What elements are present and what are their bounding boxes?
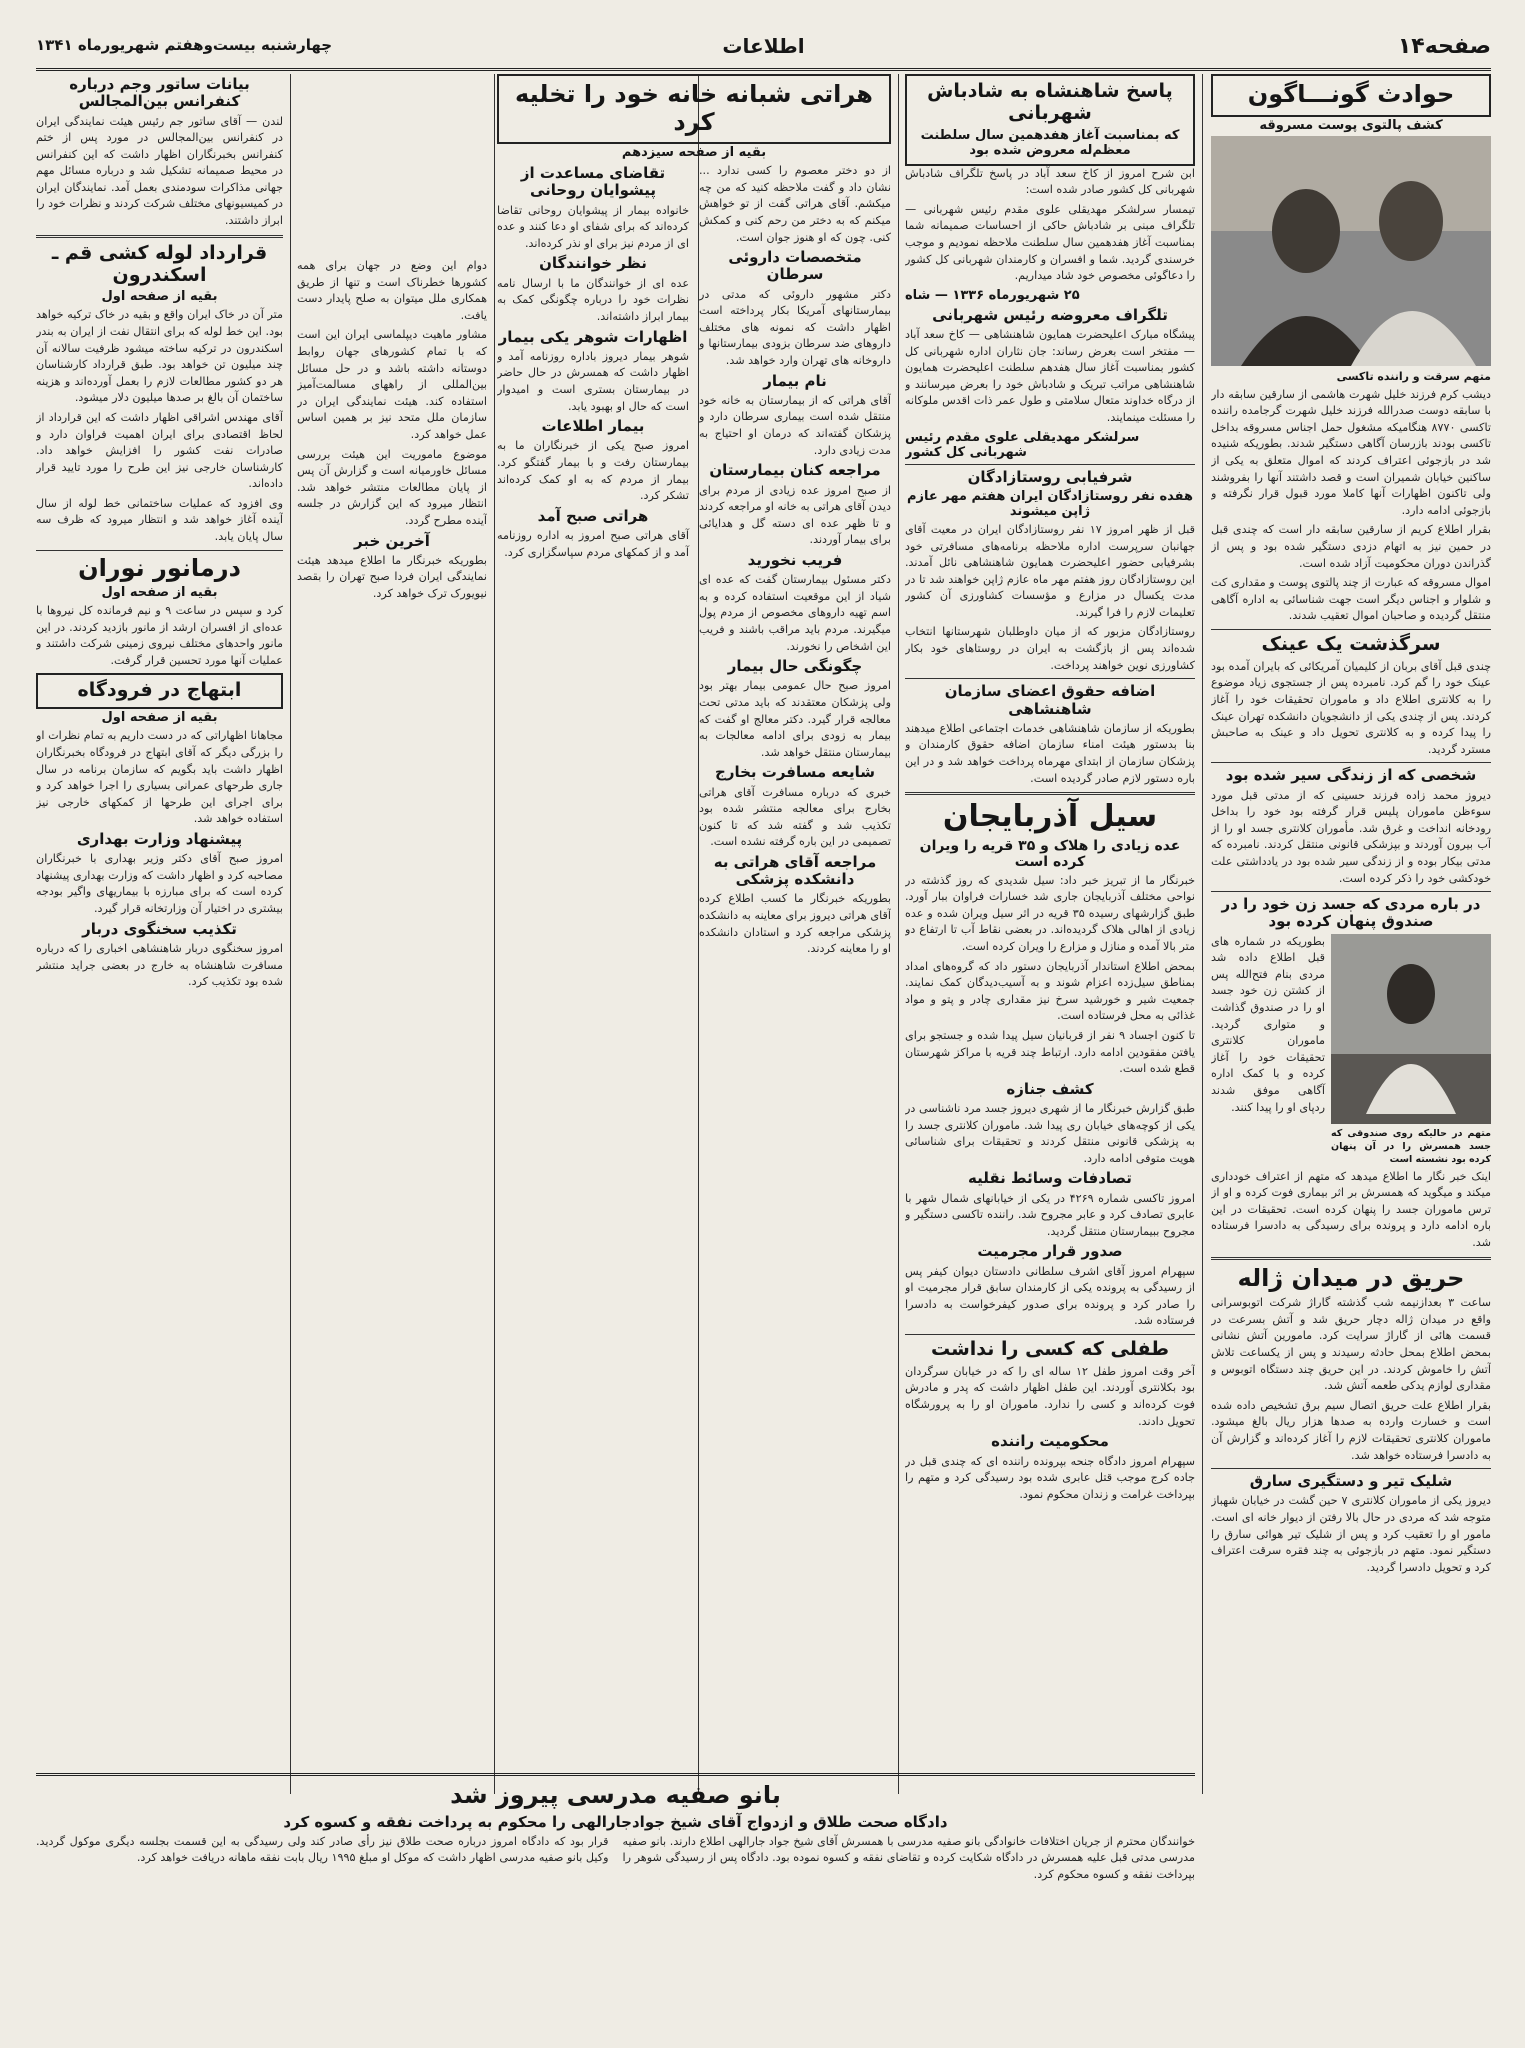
story-text: ابن شرح امروز از کاخ سعد آباد در پاسخ تلگراف شادباش شهربانی کل کشور صادر شده است:: [905, 166, 1195, 197]
column-misc-news: [1211, 74, 1491, 2019]
divider: [905, 464, 1195, 465]
story-text: تا کنون اجساد ۹ نفر از قربانیان سیل پیدا شده و جستجو برای یافتن مفقودین ادامه دارد. ارتباط چند قریه با مراکز شهرستان قطع شده است.: [905, 1028, 1195, 1076]
headline-villagers: شرفیابی روستازادگان: [967, 467, 1133, 486]
story-text: خبری که درباره مسافرت آقای هراتی بخارج برای معالجه منتشر شده بود تکذیب شد و گفته شد که تا کنون تصمیمی در این باره گرفته نشده است.: [699, 785, 891, 849]
photo-suspects: [1211, 136, 1491, 366]
headline-orphan: طفلی که کسی را نداشت: [930, 1338, 1170, 1361]
story-text: دیروز یکی از ماموران کلانتری ۷ حین گشت در خیابان شهباز متوجه شد که مردی در حال بالا رفتن از دیوار خانه ای است. مامور او را تعقیب کرد و پس از شلیک تیر هوائی سارق را دستگیر نمود. متهم در بازجوئی به چند فقره سرقت اعتراف کرد و تحویل دادسرا گردید.: [1211, 1494, 1491, 1574]
headline-accidents: تصادفات وسائط نقلیه: [968, 1169, 1132, 1188]
story-text: امروز تاکسی شماره ۴۲۶۹ در یکی از خیابانهای شمال شهر با عابری تصادف کرد و عابر مجروح شد. راننده تاکسی دستگیر و مجروح ببیمارستان منتقل گردید.: [905, 1191, 1195, 1238]
subheadline-fur-coat: کشف پالتوی پوست مسروقه: [1259, 117, 1443, 133]
story-text: وی افزود که عملیات ساختمانی خط لوله از سال آینده آغاز خواهد شد و انتظار میرود که ظرف سه سال پایان یابد.: [36, 496, 283, 544]
story-text: امروز صبح حال عمومی بیمار بهتر بود ولی پزشکان معتقدند که باید مدتی تحت معالجه قرار گیرد. دکتر معالج او گفت که بیمار به زودی برای ادامه معالجات به بیمارستان منتقل خواهد شد.: [699, 679, 891, 759]
subheadline-safieh: دادگاه صحت طلاق و ازدواج آقای شیخ جوادجارالهی را محکوم به پرداخت نفقه و کسوه کرد: [283, 1812, 948, 1831]
newspaper-name: اطلاعات: [722, 34, 805, 58]
headline-herati-came: هراتی صبح آمد: [537, 506, 649, 525]
photo-caption: متهم در حالیکه روی صندوقی که جسد همسرش را در آن پنهان کرده بود نشسته است: [1331, 1127, 1491, 1165]
story-text: چندی قبل آقای بربان از کلیمیان آمریکائی که بایران آمده بود عینک خود را گم کرد. نامبرده پس از جستجوی زیاد موضوع را به کلانتری اطلاع داد و ماموران تحقیقات خود را آغاز کردند. پس از چندی یکی از دانشجویان دانشکده تهران عینک را پیدا کرده و به کلانتری تحویل داد و عینک به صاحبش مسترد گردید.: [1211, 659, 1491, 756]
bottom-story-body: [36, 1834, 1195, 1887]
headline-box: [36, 673, 283, 710]
issue-date: چهارشنبه بیست‌وهفتم شهریورماه ۱۳۴۱: [36, 36, 333, 54]
story-text: خانواده بیمار از پیشوایان روحانی تقاضا کرده‌اند که برای شفای او دعا کنند و عده ای از مردم نیز برای او نذر کرده‌اند.: [497, 203, 689, 250]
subheadline-shah-reply: که بمناسبت آغاز هفدهمین سال سلطنت معظم‌له معروض شده بود: [920, 127, 1180, 158]
newspaper-page: [36, 28, 1491, 2023]
column-divider: [898, 74, 899, 1794]
column-divider: [1202, 74, 1203, 1794]
bottom-story: [36, 1773, 1195, 2025]
story-text: مجاهانا اظهاراتی که در دست داریم به تمام نظرات او را بزرگی دیگر که آقای ابتهاج در فرودگاه بخبرنگاران اظهار داشت باید بگویم که سازمان برنامه در سال جاری طرحهای عمرانی بسیاری را اجرا خواهد کرد و برای اجرای این طرحها از کمکهای خارجی نیز استفاده خواهد شد.: [36, 729, 283, 826]
headline-box: [905, 74, 1195, 166]
divider: [1211, 762, 1491, 763]
divider: [36, 235, 283, 238]
headline-travel-rumor: شایعه مسافرت بخارج: [715, 763, 875, 782]
story-text: آقای مهندس اشراقی اظهار داشت که این قرارداد از لحاظ اقتصادی برای ایران اهمیت فراوان دارد و صادرات نفت کشور را افزایش خواهد داد. کارشناسان خارجی نیز این طرح را مورد تایید قرار داده‌اند.: [36, 410, 283, 491]
photo-story-row: [1211, 934, 1491, 1169]
headline-patient-news: بیمار اطلاعات: [541, 417, 645, 436]
photo-block: [1331, 934, 1491, 1169]
divider: [1211, 891, 1491, 892]
headline-husband-statement: اظهارات شوهر یکی بیمار: [498, 327, 688, 346]
story-text: امروز صبح یکی از خبرنگاران ما به بیمارستان رفت و با بیمار گفتگو کرد. بیمار از مردم که به او کمک کرده‌اند تشکر کرد.: [497, 439, 689, 503]
headline-glasses: سرگذشت یک عینک: [1261, 632, 1441, 655]
headline-ebtehaj: ابتهاج در فرودگاه: [77, 678, 242, 701]
divider: [1211, 629, 1491, 630]
headline-pipeline: قرارداد لوله کشی قم ـ اسکندرون: [51, 241, 268, 286]
story-text: سپهرام امروز دادگاه جنحه بپرونده راننده ای که چندی قبل در جاده کرج موجب قتل عابری شده بود رسیدگی کرد و متهم را بپرداخت غرامت و زندان محکوم نمود.: [905, 1454, 1195, 1501]
story-text: دوام این وضع در جهان برای همه کشورها خطرناک است و تنها از طریق همکاری ملل میتوان به صلح پایدار دست یافت.: [297, 259, 487, 322]
story-text: بقرار اطلاع کریم از سارقین سابقه دار است که چندی قبل در حمین نیز به اتهام دزدی دستگیر شده بود و پس از گذراندن دوران محکومیت آزاد شده است.: [1211, 523, 1491, 570]
column-herati: [497, 74, 891, 1754]
headline-readers-opinion: نظر خوانندگان: [539, 254, 647, 273]
headline-latest-news: آخرین خبر: [354, 531, 430, 550]
story-text: پیشگاه مبارک اعلیحضرت همایون شاهنشاهی — کاخ سعد آباد — مفتخر است بعرض رساند: جان نثاران اداره شهربانی کل کشور بمناسبت آغاز سال هفدهم سلطنت اعلیحضرت همایون شاهنشاهی مراتب تبریک و شادباش خود را بعرض میرسانند و از درگاه خداوند متعال سلامتی و طول عمر ذات اقدس ملوکانه را مسئلت مینمایند.: [905, 328, 1195, 425]
headline-police-telegram: تلگراف معروضه رئیس شهربانی: [932, 305, 1168, 324]
story-text: بطوریکه خبرنگار ما اطلاع میدهد هیئت نمایندگی ایران فردا صبح تهران را بقصد نیویورک ترک خواهد کرد.: [297, 553, 487, 600]
headline-body-found: کشف جنازه: [1006, 1079, 1094, 1098]
headline-conference: بیانات ساتور وجم درباره کنفرانس بین‌المجالس: [69, 75, 250, 111]
headline-azerbaijan-flood: سیل آذربایجان: [942, 799, 1158, 835]
headline-hidden-body: در باره مردی که جسد زن خود را در صندوق پنهان کرده بود: [1221, 895, 1481, 931]
page-number: صفحه۱۴: [1397, 34, 1491, 59]
story-text: آقای هراتی که از بیمارستان به خانه خود منتقل شده است بیماری سرطان دارد و پزشکان گفته‌اند که درمان او احتیاج به مدت زیادی دارد.: [699, 393, 891, 457]
story-text: بطوریکه از سازمان شاهنشاهی خدمات اجتماعی اطلاع میدهند بنا بدستور هیئت امناء سازمان اضافه حقوق کارمندان و پزشکان سازمان از ابتدای مهرماه پرداخت خواهد شد و در این باره دستور لازم صادر گردیده است.: [905, 721, 1195, 785]
story-text: لندن — آقای ساتور جم رئیس هیئت نمایندگی ایران در کنفرانس بین‌المجالس در مورد پس از ختم کنفرانس بخبرنگاران اظهار داشت که این کنفرانس در محیط صمیمانه تشکیل شد و درباره مسائل مهم جهانی مذاکرات سودمندی بعمل آمد. نمایندگان ایران در کمیسیونهای مختلف شرکت کردند و نظرات خود را ابراز داشتند.: [36, 114, 283, 228]
headline-thief-arrest: شلیک تیر و دستگیری سارق: [1249, 1472, 1453, 1491]
story-text: تیمسار سرلشکر مهدیقلی علوی مقدم رئیس شهربانی — تلگراف مبنی بر شادباش حاکی از احساسات صمیمانه شما بمناسبت آغاز هفدهمین سال سلطنت ملاحظه نمودیم و موجب خرسندی گردید. شما و افسران و کارمندان شهربانی کل کشور را دعاگوئی مخصوص خود شاد میداریم.: [905, 202, 1195, 283]
divider: [905, 792, 1195, 795]
headline-driver-sentenced: محکومیت راننده: [991, 1432, 1109, 1451]
story-text: اینک خبر نگار ما اطلاع میدهد که متهم از اعتراف خودداری میکند و میگوید که همسرش بر اثر بیماری فوت کرده و او از ترس ماموران جسد را پنهان کرده است. تحقیقات در این باره ادامه دارد و پرونده برای رسیدگی به دادسرا فرستاده شد.: [1211, 1169, 1491, 1249]
story-text: اموال مسروقه که عبارت از چند پالتوی پوست و مقداری کت و شلوار و اجناس دیگر است جهت شناسائی به اداره آگاهی منتقل گردیده و صاحبان اموال تعقیب شدند.: [1211, 576, 1491, 623]
headline-indictment: صدور قرار مجرمیت: [977, 1242, 1123, 1261]
story-text: دکتر مسئول بیمارستان گفت که عده ای شیاد از این موقعیت استفاده کرده و به اسم تهیه داروهای مخصوص از مردم پول میگیرند. مردم باید مراقب باشند و فریب این اشخاص را نخورند.: [699, 573, 891, 653]
headline-shah-reply: پاسخ شاهنشاه به شادباش شهربانی: [927, 80, 1173, 124]
headline-maneuver: درمانور نوران: [78, 553, 241, 582]
story-text: امروز صبح آقای دکتر وزیر بهداری با خبرنگاران مصاحبه کرد و اظهار داشت که وزارت بهداری پیشنهاد کرده است که برای مبارزه با بیماریهای واگیر بودجه بیشتری در اختیار آن وزارتخانه قرار گیرد.: [36, 852, 283, 916]
story-text: طبق گزارش خبرنگار ما از شهری دیروز جسد مرد ناشناسی در یکی از کوچه‌های خیابان ری پیدا شد. ماموران کلانتری جسد را به پزشکی قانونی منتقل کردند و تحقیقات برای شناسائی هویت متوفی ادامه دارد.: [905, 1102, 1195, 1165]
photo-suspect-image: [1331, 934, 1491, 1124]
headline-clergy-request: تقاضای مساعدت از پیشوایان روحانی: [520, 164, 666, 200]
column-foreign: [36, 74, 283, 1754]
story-text: مشاور ماهیت دیپلماسی ایران این است که با تمام کشورهای جهان روابط دوستانه داشته باشد و در حل مسائل بین‌المللی از راههای مسالمت‌آمیز استفاده کند. هیئت نمایندگی ایران در سازمان ملل متحد نیز بر همین اساس عمل خواهد کرد.: [297, 328, 487, 441]
story-text: ساعت ۳ بعدازنیمه شب گذشته گاراژ شرکت اتوبوسرانی واقع در میدان ژاله دچار حریق شد و آتش بسرعت در قسمت هائی از گاراژ سرایت کرد. مامورین آتش نشانی بمحض اطلاع بمحل حادثه رسیدند و پس از یکساعت تلاش آتش را خاموش کردند. در این حریق چند دستگاه اتوبوس و مقداری لوازم یدکی طعمه آتش شد.: [1211, 1296, 1491, 1393]
subheadline-flood: عده زیادی را هلاک و ۳۵ قریه را ویران کرده است: [919, 837, 1181, 870]
photo-suspects-image: [1211, 136, 1491, 366]
divider: [905, 1334, 1195, 1335]
story-text: آقای هراتی صبح امروز به اداره روزنامه آمد و از کمکهای مردم سپاسگزاری کرد.: [497, 529, 689, 559]
story-text: خبرنگار ما از تبریز خبر داد: سیل شدیدی که روز گذشته در نواحی مختلف آذربایجان جاری شد خسارات فراوان ببار آورد. طبق گزارشهای رسیده ۳۵ قریه در اثر سیل ویران شده و عده زیادی از اهالی هلاک گردیده‌اند. در بعضی نقاط آب تا ارتفاع دو متر بالا آمده و منازل و مزارع را ویران کرده است.: [905, 873, 1195, 953]
subcolumn-right: [699, 163, 891, 961]
story-text: روستازادگان مزبور که از میان داوطلبان شهرستانها انتخاب شده‌اند پس از بازگشت به ایران در روستاهای خود بکار کشاورزی نوین خواهند پرداخت.: [905, 625, 1195, 672]
headline-box: [497, 74, 891, 144]
column-shah-reply: [905, 74, 1195, 2019]
page-header: [36, 28, 1491, 71]
headline-safieh: بانو صفیه مدرسی پیروز شد: [450, 1781, 781, 1809]
subcolumn-left: [497, 163, 689, 961]
divider: [905, 678, 1195, 679]
headline-suicide: شخصی که از زندگی سیر شده بود: [1225, 766, 1477, 785]
headline-medical-school: مراجعه آقای هراتی به دانشکده پزشکی: [713, 852, 877, 889]
signature-line: ۲۵ شهریورماه ۱۳۳۶ — شاه: [905, 287, 1080, 303]
story-text: بقرار اطلاع علت حریق اتصال سیم برق تشخیص داده شده است و خسارت وارده به صدها هزار ریال بالغ میشود. ماموران کلانتری تحقیقات لازم را آغاز کرده‌اند و گزارش آن به دادسرا فرستاده خواهد شد.: [1211, 1398, 1491, 1462]
headline-health-ministry: پیشنهاد وزارت بهداری: [76, 830, 243, 849]
headline-salary: اضافه حقوق اعضای سازمان شاهنشاهی: [944, 682, 1156, 718]
signature-line: سرلشکر مهدیقلی علوی مقدم رئیس شهربانی کل کشور: [905, 429, 1140, 460]
subheadline-villagers: هفده نفر روستازادگان ایران هفتم مهر عازم ژاپن میشوند: [906, 488, 1194, 519]
story-text: بطوریکه در شماره های قبل اطلاع داده شد مردی بنام فتح‌الله پس از کشتن زن خود جسد او را در صندوق گذاشت و متواری گردید. ماموران کلانتری تحقیقات خود را آغاز کرده و با کمک اداره آگاهی موفق شدند ردپای او را پیدا کنند.: [1211, 934, 1325, 1114]
headline-patient-condition: چگونگی حال بیمار: [727, 657, 863, 676]
herati-subcolumns: [497, 163, 891, 961]
story-text: دیروز محمد زاده فرزند حسینی که از مدتی قبل مورد سوءظن ماموران پلیس قرار گرفته بود خود را بداخل رودخانه انداخت و غرق شد. مأموران کلانتری جسد او را از آب بیرون آوردند و بپزشکی قانونی منتقل کردند. نامبرده که مدتی بیکار بوده و از زندگی سیر شده بود در یادداشتی علت خودکشی خود را ذکر کرده است.: [1211, 788, 1491, 885]
divider: [1211, 1468, 1491, 1469]
headline-court-denial: تکذیب سخنگوی دربار: [82, 919, 237, 938]
story-text: بمحض اطلاع استاندار آذربایجان دستور داد که گروه‌های امداد بمناطق سیل‌زده اعزام شوند و به آسیب‌دیدگان کمک نمایند. جمعیت شیر و خورشید سرخ نیز مقداری چادر و پتو و مواد غذائی به محل فرستاده است.: [905, 959, 1195, 1023]
divider: [1211, 1257, 1491, 1260]
column-divider: [494, 74, 495, 1794]
story-text: قبل از ظهر امروز ۱۷ نفر روستازادگان ایران در معیت آقای جهانبان سرپرست اداره ملاحظه برنامه‌های مسافرتی خود بشرفیابی حضور اعلیحضرت همایون شاهنشاهی نائل آمدند. این روستازادگان روز هفتم مهر ماه عازم ژاپن خواهند شد تا در مدت یکسال در مزارع و مؤسسات کشاورزی آن کشور تعلیمات لازم را فرا گیرند.: [905, 522, 1195, 619]
continued-note: بقیه از صفحه اول: [101, 710, 218, 726]
continued-note: بقیه از صفحه اول: [101, 585, 218, 601]
story-text: متر آن در خاک ایران واقع و بقیه در خاک ترکیه خواهد بود. این خط لوله که برای انتقال نفت از ایران به بندر اسکندرون در ترکیه ساخته میشود ظرفیت سالانه آن چند میلیون تن خواهد بود. طبق قرارداد کارشناسان هر دو کشور مطالعات لازم را بعمل آورده‌اند و هزینه ساختمان آن بالغ بر صدها میلیون دلار میشود.: [36, 308, 283, 405]
story-text: خوانندگان محترم از جریان اختلافات خانوادگی بانو صفیه مدرسی با همسرش آقای شیخ جواد جارالهی اطلاع دارند. بانو صفیه مدرسی مدتی قبل علیه همسرش در دادگاه شکایت کرده و تقاضای نفقه و کسوه نموده بود. دادگاه پس از رسیدگی شوهر را بپرداخت نفقه و کسوه محکوم کرد.: [622, 1834, 1195, 1881]
photo-caption: متهم سرقت و راننده تاکسی: [1336, 369, 1491, 383]
story-text: از صبح امروز عده زیادی از مردم برای دیدن آقای هراتی به خانه او مراجعه کردند و تا ظهر عده ای دسته گل و هدایائی برای بیمار آوردند.: [699, 483, 891, 547]
photo-suspect-box: [1331, 934, 1491, 1124]
story-text: دیشب کرم فرزند خلیل شهرت هاشمی از سارقین سابقه دار با سابقه دوست صدرالله فرزند خلیل شهرت گرجامده راننده تاکسی ۸۷۷۰ هنگامیکه مشغول حمل اجناس مسروقه بداخل تاکسی بودند بازرسان آگاهی دستگیر شدند. بطوریکه شنیده شد در بازجوئی اعتراف کردند که اموال متعلق به یکی از ساکنین خیابان شمیران است و قصد داشتند آنها را بفروشند ولی تاکنون اظهارات آنها کاملا مورد قبول قرار نگرفته و بازجوئی ادامه دارد.: [1211, 387, 1491, 517]
story-text: موضوع ماموریت این هیئت بررسی مسائل خاورمیانه است و گزارش آن پس از پایان مطالعات منتشر خواهد شد. انتظار میرود که این گزارش در جلسه آینده مطرح گردد.: [297, 447, 487, 527]
story-text: بطوریکه خبرنگار ما کسب اطلاع کرده آقای هراتی دیروز برای معاینه به دانشکده پزشکی مراجعه کرد و استادان دانشکده او را معاینه کردند.: [699, 892, 891, 956]
headline-box: [1211, 74, 1491, 117]
headline-visitors: مراجعه کنان بیمارستان: [709, 461, 881, 480]
headline-herati: هراتی شبانه خانه خود را تخلیه کرد: [515, 80, 873, 136]
story-text: امروز سخنگوی دربار شاهنشاهی اخباری را که درباره مسافرت شاهنشاه به خارج در بعضی جراید منتشر شده بود تکذیب کرد.: [36, 941, 283, 989]
headline-dont-be-fooled: فریب نخورید: [747, 550, 843, 569]
headline-cancer-drugs: متخصصات داروئی سرطان: [728, 248, 862, 284]
story-text: کرد و سپس در ساعت ۹ و نیم فرمانده کل نیروها با عده‌ای از افسران ارشد از مانور بازدید کردند. در این مانور واحدهای مختلف نیروی زمینی شرکت داشتند و عملیات آنها مورد تحسین قرار گرفت.: [36, 604, 283, 668]
headline-patient-name: نام بیمار: [763, 371, 827, 390]
headline-various-events: حوادث گونـــاگون: [1247, 80, 1455, 108]
story-text: شوهر بیمار دیروز باداره روزنامه آمد و اظهار داشت که همسرش در حال حاضر در بیمارستان بستری است و امیدوار است که حال او بهبود یابد.: [497, 349, 689, 413]
continued-note: بقیه از صفحه اول: [101, 289, 218, 305]
divider: [36, 550, 283, 551]
story-text: عده ای از خوانندگان ما با ارسال نامه نظرات خود را درباره چگونگی کمک به بیمار ابراز داشته‌اند.: [497, 276, 689, 323]
story-text: سپهرام امروز آقای اشرف سلطانی دادستان دیوان کیفر پس از رسیدگی به پرونده یکی از کارمندان سابق قرار مجرمیت او را صادر کرد و پرونده برای صدور کیفرخواست به دادسرا فرستاده شد.: [905, 1264, 1195, 1328]
story-text: قرار بود که دادگاه امروز درباره صحت طلاق نیز رأی صادر کند ولی رسیدگی به این قسمت بجلسه دیگری موکول گردید. وکیل بانو صفیه مدرسی اظهار داشت که موکل او مبلغ ۱۹۹۵ ریال بابت نفقه ماهانه دریافت خواهد کرد.: [36, 1834, 609, 1865]
continued-note: بقیه از صفحه سیزدهم: [621, 145, 767, 161]
story-text: از دو دختر معصوم را کسی ندارد ... نشان داد و گفت ملاحظه کنید که من چه میکشم. آقای هراتی گفت از تو خواهش میکنم که به دختر من رحم کنی و کمکش کنی. چون که او هنوز جوان است.: [699, 164, 891, 244]
headline-fire: حریق در میدان ژاله: [1237, 1263, 1465, 1292]
story-text: دکتر مشهور داروئی که مدتی در بیمارستانهای آمریکا بکار پرداخته است اظهار داشت که نمونه های مختلف داروهای ضد سرطان بزودی بیمارستانها و داروخانه های تهران وارد خواهد شد.: [699, 287, 891, 368]
column-diplomacy: [297, 258, 487, 1938]
column-divider: [290, 74, 291, 1794]
story-text: آخر وقت امروز طفل ۱۲ ساله ای را که در خیابان سرگردان بود بکلانتری آوردند. این طفل اظهار داشت که پدر و مادرش فوت کرده‌اند و کسی را ندارد. ماموران او را به پرورشگاه تحویل دادند.: [905, 1364, 1195, 1428]
